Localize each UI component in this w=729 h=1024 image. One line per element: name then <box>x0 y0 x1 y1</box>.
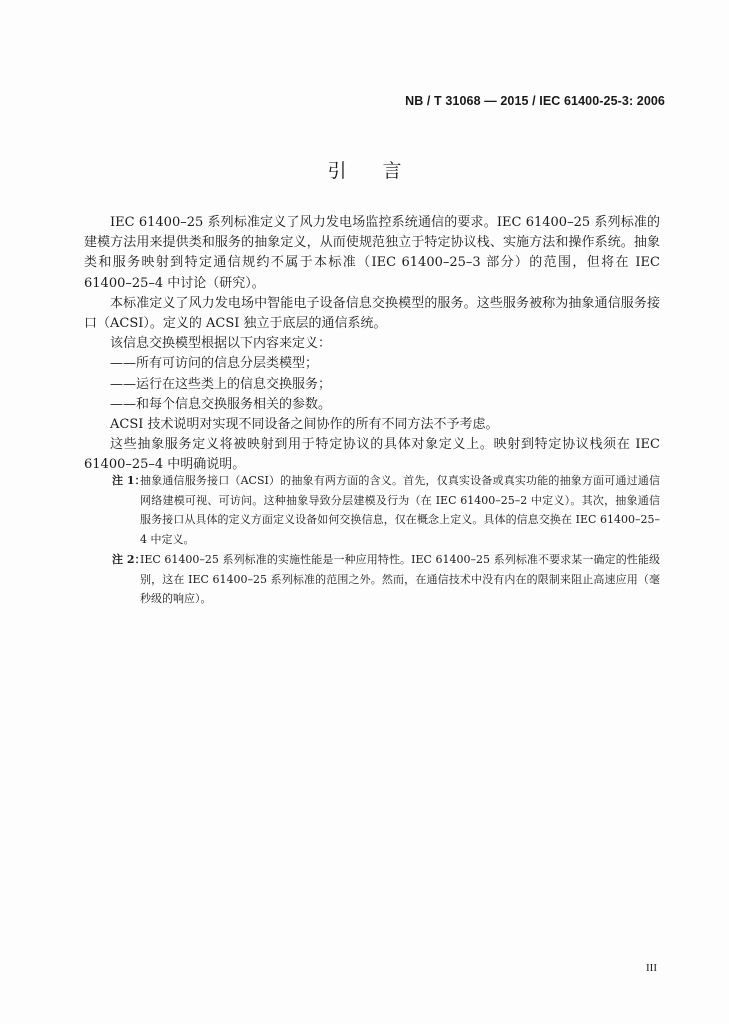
note-1 <box>84 471 660 549</box>
page-number: III <box>646 962 657 974</box>
list-item: ——所有可访问的信息分层类模型； <box>110 356 319 372</box>
notes-section <box>84 471 660 610</box>
list-item: ——运行在这些类上的信息交换服务； <box>110 376 332 392</box>
note-label: 注 1： <box>112 474 146 487</box>
page-title: 引言 <box>327 160 438 182</box>
standard-code-header: NB / T 31068 — 2015 / IEC 61400-25-3: 2006 <box>405 94 665 108</box>
paragraph: 这些抽象服务定义将被映射到用于特定协议的具体对象定义上。映射到特定协议栈须在 IEC 61400–25–4 中明确说明。 <box>84 437 660 473</box>
paragraph: 本标准定义了风力发电场中智能电子设备信息交换模型的服务。这些服务被称为抽象通信服务接口（ACSI）。定义的 ACSI 独立于底层的通信系统。 <box>84 295 660 332</box>
note-2 <box>84 550 660 609</box>
note-text: 抽象通信服务接口（ACSI）的抽象有两方面的含义。首先，仅真实设备或真实功能的抽象方面可通过通信网络建模可视、可访问。这种抽象导致分层建模及行为（在 IEC 61400–25–2 中定义）。其次，抽象通信服务接口从具体的定义方面定义设备如何交换信息，仅在概念上定义。具体的信息交换在 IEC 61400–25–4 中定义。 <box>140 474 660 546</box>
introduction-body <box>84 213 660 476</box>
paragraph: 该信息交换模型根据以下内容来定义： <box>110 336 332 352</box>
paragraph: ACSI 技术说明对实现不同设备之间协作的所有不同方法不予考虑。 <box>110 417 499 433</box>
list-item: ——和每个信息交换服务相关的参数。 <box>110 396 332 412</box>
note-text: IEC 61400–25 系列标准的实施性能是一种应用特性。IEC 61400–25 系列标准不要求某一确定的性能级别，这在 IEC 61400–25 系列标准的范围之外。然而，在通信技术中没有内在的限制来阻止高速应用（毫秒级的响应）。 <box>140 553 660 605</box>
note-label: 注 2： <box>112 553 146 566</box>
paragraph: IEC 61400–25 系列标准定义了风力发电场监控系统通信的要求。IEC 61400–25 系列标准的建模方法用来提供类和服务的抽象定义，从而使规范独立于特定协议栈、实施方法和操作系统。抽象类和服务映射到特定通信规约不属于本标准（IEC 61400–25–3 部分）的范围，但将在 IEC 61400–25–4 中讨论（研究）。 <box>84 215 660 291</box>
